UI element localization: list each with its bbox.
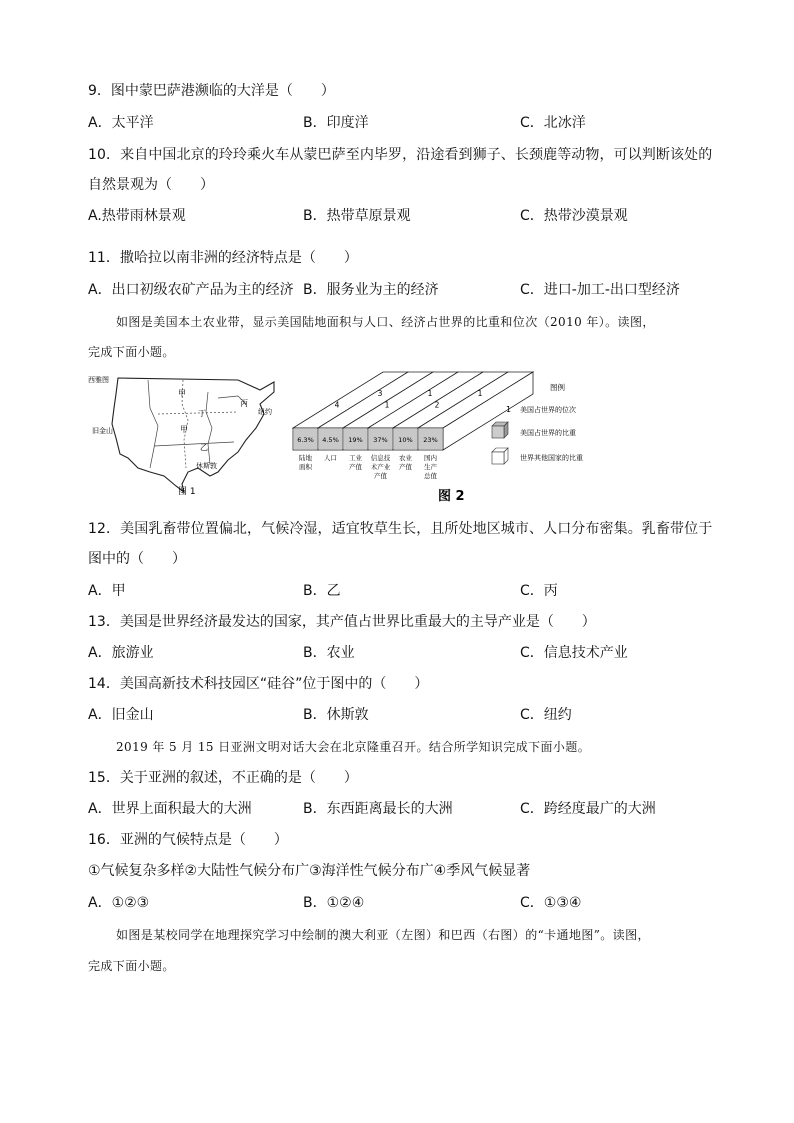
bar-category-label: 国内 bbox=[424, 454, 437, 462]
bar-rank-label: 1 bbox=[384, 400, 390, 410]
legend-swatch-usa-share bbox=[492, 422, 508, 438]
bar-value-label: 6.3% bbox=[297, 436, 314, 444]
bar-value-label: 23% bbox=[423, 436, 438, 444]
figure2-caption: 图 2 bbox=[438, 489, 465, 504]
q15-option-c: C．跨经度最广的大洲 bbox=[520, 801, 656, 817]
q9-option-b: B．印度洋 bbox=[303, 115, 369, 131]
intro-usa-line1: 如图是美国本土农业带，显示美国陆地面积与人口、经济占世界的比重和位次（2010 年）。读图， bbox=[116, 315, 655, 329]
q12-option-a: A．甲 bbox=[88, 583, 126, 599]
q9-stem: 9．图中蒙巴萨港濒临的大洋是（ ） bbox=[88, 83, 335, 99]
legend-title: 图例 bbox=[550, 383, 565, 392]
intro-cartoon-map-line2: 完成下面小题。 bbox=[88, 959, 175, 973]
q10-stem-line1: 10．来自中国北京的玲玲乘火车从蒙巴萨至内毕罗，沿途看到狮子、长颈鹿等动物，可以判断该处的 bbox=[88, 147, 713, 163]
bar-category-label: 陆地 bbox=[299, 454, 312, 462]
intro-usa-line2: 完成下面小题。 bbox=[88, 345, 175, 359]
map-region-ding: 丁 bbox=[198, 409, 206, 418]
bar-value-label: 10% bbox=[398, 436, 413, 444]
legend-rank-symbol: 1 bbox=[506, 405, 512, 414]
usa-figures-svg bbox=[88, 368, 708, 508]
q13-stem: 13．美国是世界经济最发达的国家，其产值占世界比重最大的主导产业是（ ） bbox=[88, 614, 596, 630]
bar-value-label: 37% bbox=[373, 436, 388, 444]
bar-category-label: 产值 bbox=[349, 463, 362, 471]
q16-option-b: B．①②④ bbox=[303, 895, 365, 911]
q15-option-a: A．世界上面积最大的大洲 bbox=[88, 801, 252, 817]
q16-items: ①气候复杂多样②大陆性气候分布广③海洋性气候分布广④季风气候显著 bbox=[88, 863, 531, 879]
intro-cartoon-map-line1: 如图是某校同学在地理探究学习中绘制的澳大利亚（左图）和巴西（右图）的“卡通地图”。读图， bbox=[116, 928, 650, 942]
bar-category-label: 面积 bbox=[299, 463, 312, 471]
q12-stem-line1: 12．美国乳畜带位置偏北，气候冷湿，适宜牧草生长，且所处地区城市、人口分布密集。乳畜带位于 bbox=[88, 521, 713, 537]
q16-option-c: C．①③④ bbox=[520, 895, 582, 911]
bar-category-label: 生产 bbox=[424, 463, 437, 471]
q10-option-c: C．热带沙漠景观 bbox=[520, 208, 628, 224]
bar-rank-label: 4 bbox=[334, 400, 340, 410]
intro-asia: 2019 年 5 月 15 日亚洲文明对话大会在北京隆重召开。结合所学知识完成下面小题。 bbox=[116, 740, 591, 754]
bar-category-label: 产值 bbox=[374, 472, 387, 480]
q14-option-b: B．休斯敦 bbox=[303, 707, 369, 723]
bar-category-label: 术产业 bbox=[370, 463, 391, 471]
usa-figures bbox=[88, 368, 708, 512]
q12-option-b: B．乙 bbox=[303, 583, 341, 599]
figure1-caption: 图 1 bbox=[178, 487, 196, 497]
bar-value-label: 4.5% bbox=[322, 436, 339, 444]
q14-stem: 14．美国高新技术科技园区“硅谷”位于图中的（ ） bbox=[88, 676, 429, 692]
q16-stem: 16．亚洲的气候特点是（ ） bbox=[88, 832, 288, 848]
figure1-usa-map bbox=[88, 375, 274, 497]
q11-option-a: A．出口初级农矿产品为主的经济 bbox=[88, 282, 294, 298]
bar-rank-label: 1 bbox=[427, 389, 433, 399]
bar-category-label: 产值 bbox=[399, 463, 412, 471]
map-label-sanfrancisco: 旧金山 bbox=[92, 427, 113, 435]
map-region-yi: 乙 bbox=[200, 443, 208, 452]
q13-option-b: B．农业 bbox=[303, 645, 355, 661]
q9-option-a: A．太平洋 bbox=[88, 115, 154, 131]
legend-item-usa-share: 美国占世界的比重 bbox=[520, 429, 576, 437]
bar-category-label: 总值 bbox=[424, 472, 437, 480]
q12-stem-line2: 图中的（ ） bbox=[88, 551, 186, 567]
bar-rank-label: 1 bbox=[477, 389, 483, 399]
q13-option-a: A．旅游业 bbox=[88, 645, 154, 661]
legend-item-other-share: 世界其他国家的比重 bbox=[520, 454, 583, 462]
q10-option-a: A.热带雨林景观 bbox=[88, 208, 186, 224]
bar-category-label: 工业 bbox=[349, 454, 362, 462]
q14-option-a: A．旧金山 bbox=[88, 707, 154, 723]
map-label-houston: 休斯敦 bbox=[196, 462, 217, 470]
bar-value-label: 19% bbox=[348, 436, 363, 444]
bar-category-label: 信息技 bbox=[370, 454, 391, 462]
bar-rank-label: 2 bbox=[434, 400, 440, 410]
q12-option-c: C．丙 bbox=[520, 583, 558, 599]
q15-stem: 15．关于亚洲的叙述，不正确的是（ ） bbox=[88, 770, 358, 786]
legend-item-rank: 美国占世界的位次 bbox=[520, 406, 576, 414]
q14-option-c: C．纽约 bbox=[520, 707, 572, 723]
legend-swatch-other-share bbox=[492, 448, 508, 464]
q16-option-a: A．①②③ bbox=[88, 895, 150, 911]
q9-option-c: C．北冰洋 bbox=[520, 115, 586, 131]
bar-rank-label: 3 bbox=[377, 389, 383, 399]
q10-option-b: B．热带草原景观 bbox=[303, 208, 411, 224]
q11-stem: 11．撒哈拉以南非洲的经济特点是（ ） bbox=[88, 250, 358, 266]
q13-option-c: C．信息技术产业 bbox=[520, 645, 628, 661]
q15-option-b: B．东西距离最长的大洲 bbox=[303, 801, 453, 817]
bar-category-label: 人口 bbox=[324, 454, 337, 462]
map-region-jia-south: 甲 bbox=[180, 425, 188, 434]
map-region-bing: 丙 bbox=[240, 399, 248, 408]
q11-option-c: C．进口-加工-出口型经济 bbox=[520, 282, 680, 298]
q10-stem-line2: 自然景观为（ ） bbox=[88, 177, 214, 193]
map-label-newyork: 纽约 bbox=[258, 408, 272, 416]
map-label-seattle: 西雅图 bbox=[88, 376, 109, 384]
bar-category-label: 农业 bbox=[399, 454, 412, 462]
map-region-jia-north: 甲 bbox=[178, 389, 186, 398]
q11-option-b: B．服务业为主的经济 bbox=[303, 282, 439, 298]
